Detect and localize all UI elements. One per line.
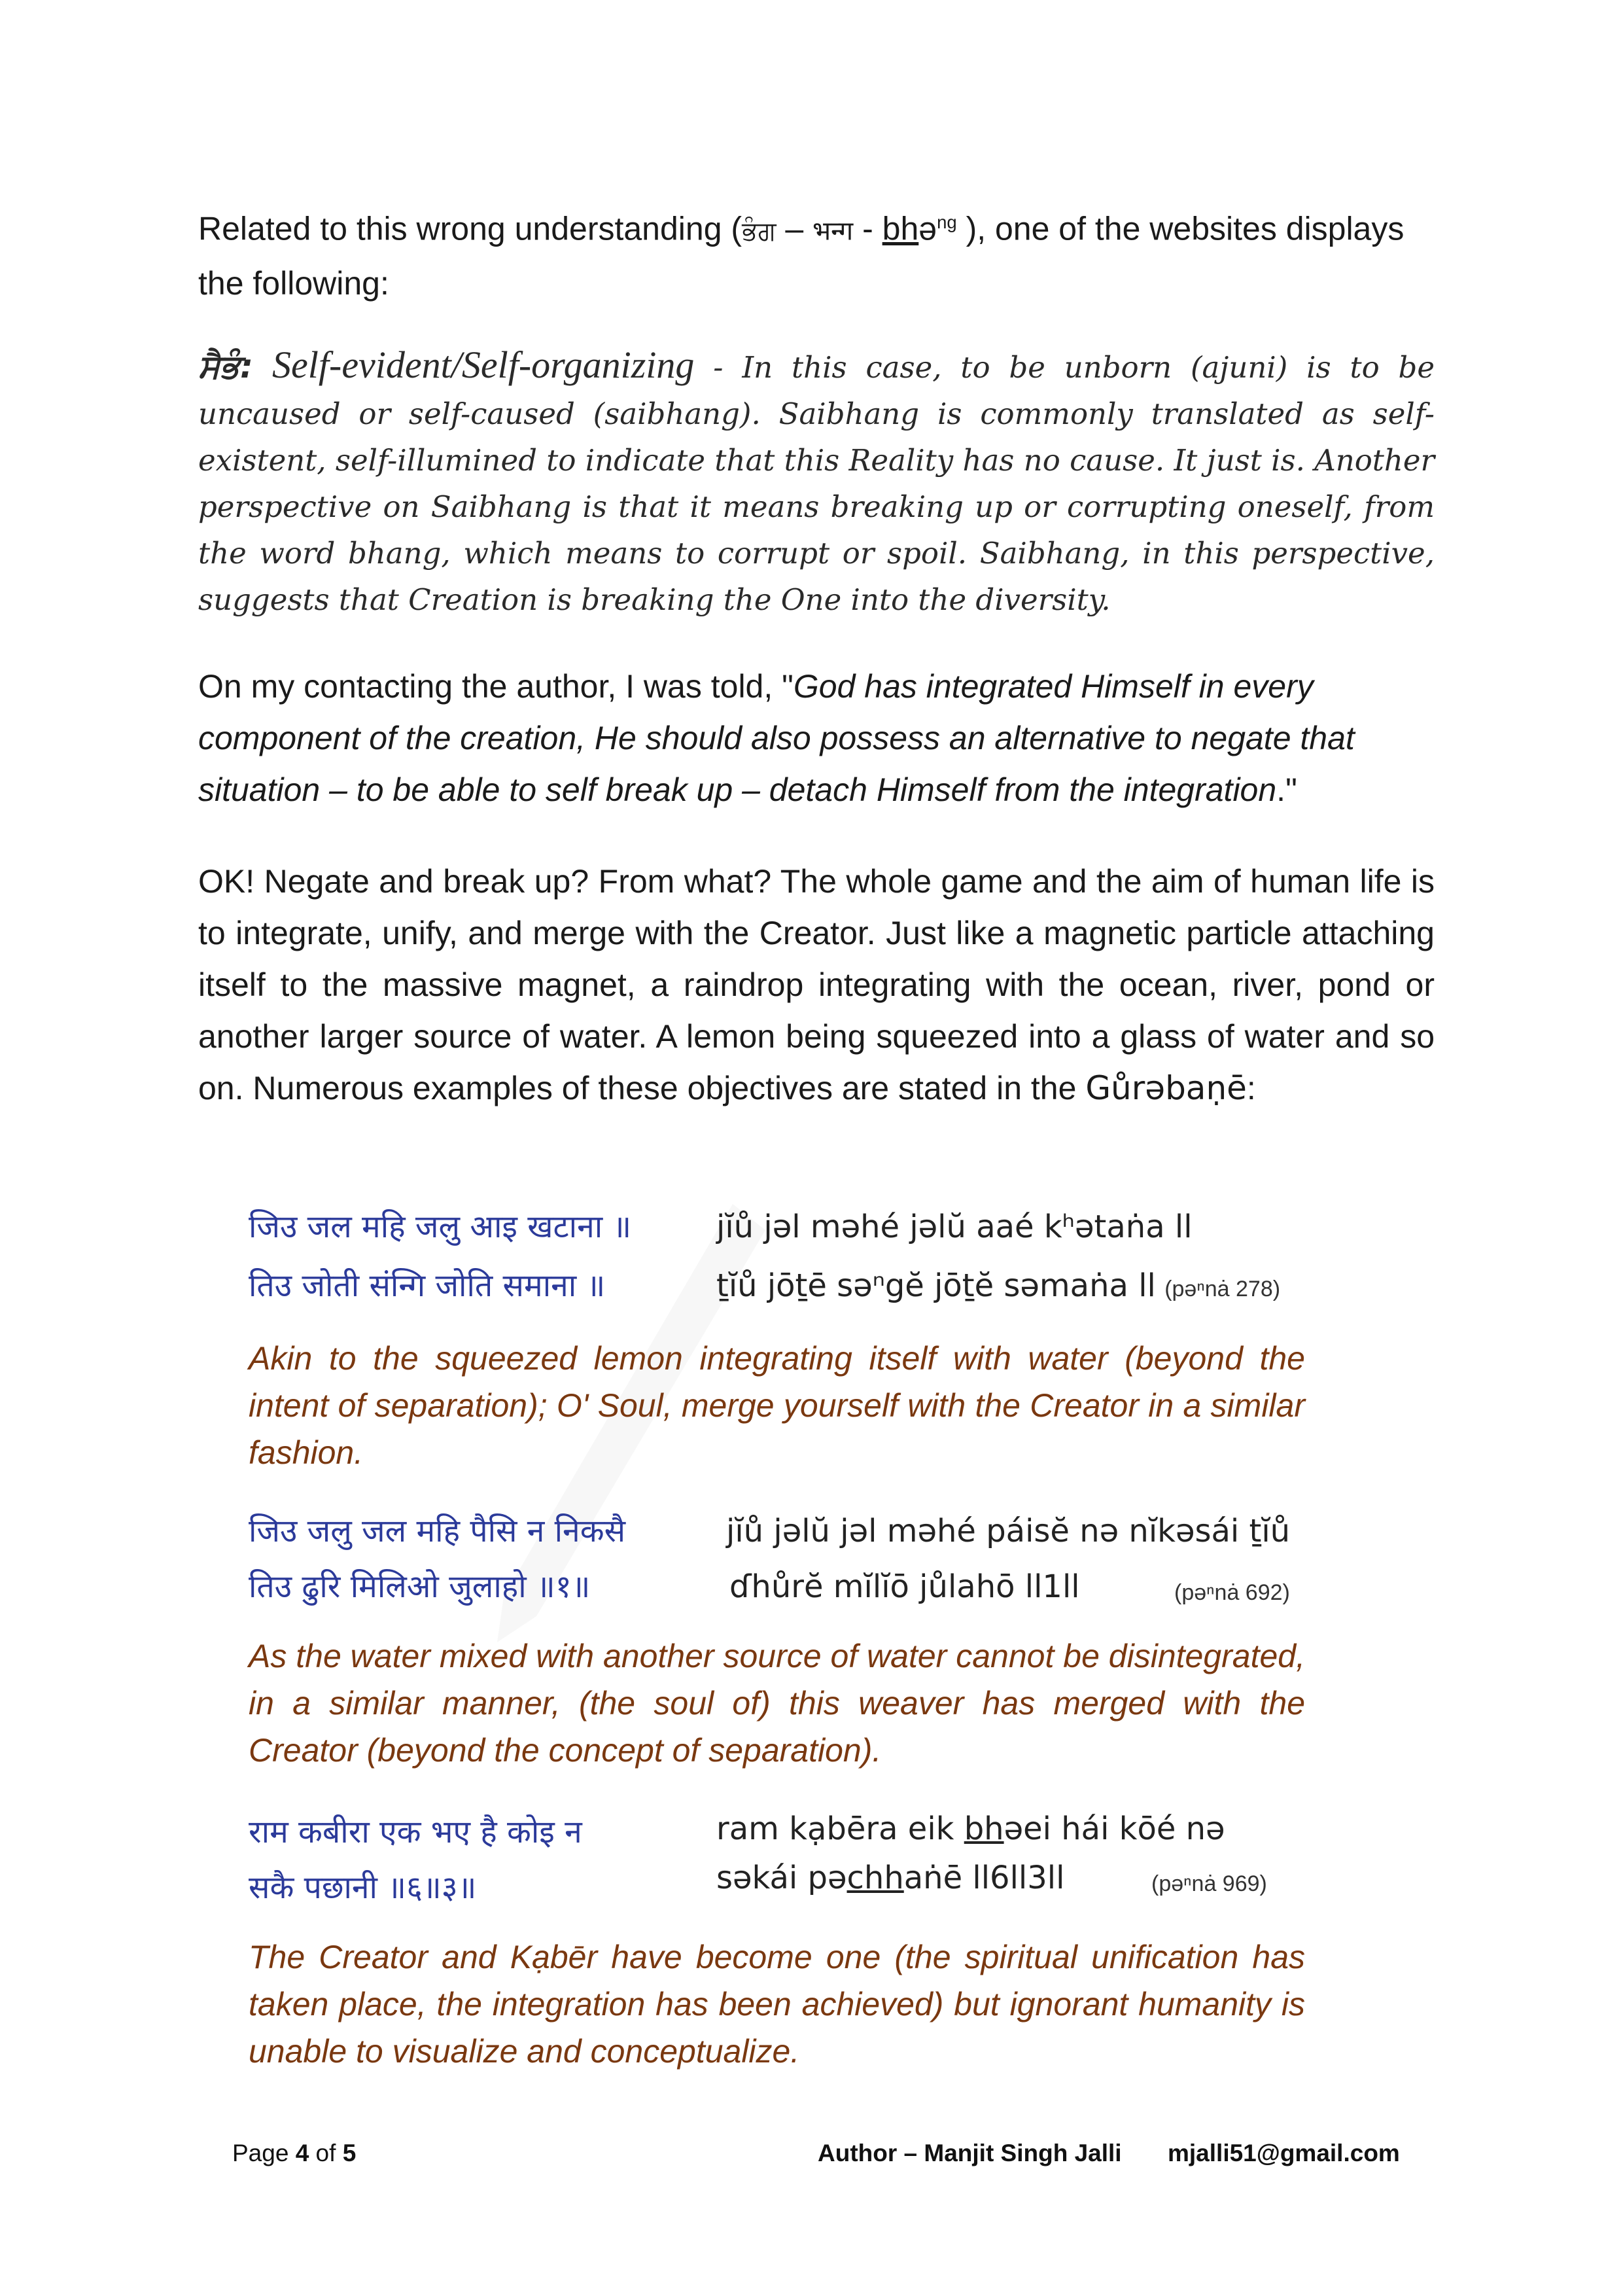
quote-title: Self-evident/Self-organizing [253, 344, 695, 386]
verse2-line1-transliteration: jĭů jəlŭ jəl məhé páisĕ nə nĭkəsái ṯĭů [726, 1513, 1291, 1549]
contact-quote-italic: God has integrated Himself in every component of the creation, He should also possess an alternative to negate that situation – to be able to self break up – detach Himself from the integration [198, 668, 1355, 808]
quote-lead [198, 344, 694, 386]
verse1-line2-transliteration: ṯĭů jōṯē səⁿgĕ jōṯĕ səmaṅa ll [716, 1267, 1156, 1304]
verse2-reference: (pəⁿnȧ 692) [1174, 1580, 1290, 1605]
intro-paragraph [198, 196, 1435, 309]
verse2-line1-devanagari: जिउ जलु जल महि पैसि न निकसै [249, 1513, 626, 1549]
roman-term-underlined: bh [882, 210, 919, 247]
verse2-line1 [249, 1511, 707, 1551]
page-current: 4 [295, 2140, 309, 2166]
verse3-line2-transliteration-underlined: chh [846, 1860, 904, 1896]
verse3-line1-devanagari: राम कबीरा एक भए है कोइ न [249, 1814, 582, 1850]
intro-text: Related to this wrong understanding ( [198, 210, 742, 247]
verse3-reference: (pəⁿnȧ 969) [1151, 1871, 1267, 1896]
verse1-line1 [249, 1207, 631, 1247]
footer-author: Author – Manjit Singh Jalli [818, 2140, 1122, 2166]
intro-separator: - [853, 210, 882, 247]
ok-text: OK! Negate and break up? From what? The whole game and the aim of human life is to integrate, unify, and merge with the Creator. Just like a magnetic particle attaching itself to the massive magnet, a raindrop integrating with the ocean, river, pond or another larger source of water. A lemon being squeezed into a glass of water and so on. Numerous examples of these objectives are stated in the [198, 863, 1435, 1106]
devanagari-term: भन्ग [812, 216, 854, 247]
quote-gurmukhi: ਸੈਭੰ: [198, 347, 253, 385]
verse3-line2-transliteration-end: aṅē ll6ll3ll [903, 1860, 1065, 1896]
gurmukhi-term: ਭੰਗ [742, 216, 777, 247]
page-of-label: of [309, 2140, 343, 2166]
roman-term-superscript: ng [937, 212, 957, 232]
website-quote [198, 342, 1435, 623]
verse2-line2-transliteration-row [729, 1567, 1080, 1607]
verse1-translation: Akin to the squeezed lemon integrating itself with water (beyond the intent of separation); O' Soul, merge yourself with the Creator in a similar fashion. [249, 1340, 1305, 1471]
quote-body: - In this case, to be unborn (ajuni) is to be uncaused or self-caused (saibhang). Saibhang is commonly translated as self-existent, self-illumined to indicate that this Reality has no cause. It just is. Another perspective on Saibhang is that it means breaking up or corrupting oneself, from the word bhang, which means to corrupt or spoil. Saibhang, in this perspective, suggests that Creation is breaking the One into the diversity. [198, 350, 1435, 617]
contact-text-end: ." [1276, 771, 1297, 808]
verse3-line1-transliteration-end: əei hái kōé nə [1003, 1810, 1225, 1847]
verse1-line2-devanagari: तिउ जोती संन्गि जोति समाना ॥ [249, 1267, 606, 1304]
verse1-line2-transliteration-row [716, 1266, 1280, 1309]
verse3-line2-devanagari: सकै पछानी ॥६॥३॥ [249, 1869, 477, 1906]
verse1-line1-devanagari: जिउ जल महि जलु आइ खटाना ॥ [249, 1209, 632, 1245]
verse3-reference-row [1151, 1862, 1267, 1903]
verse3-line1 [249, 1812, 582, 1852]
ok-paragraph [198, 856, 1435, 1114]
verse2-translation: As the water mixed with another source of water cannot be disintegrated, in a similar manner, (the soul of) this weaver has merged with the Creator (beyond the concept of separation). [249, 1638, 1305, 1769]
page-label: Page [232, 2140, 296, 2166]
verse2-line2-devanagari: तिउ ढुरि मिलिओ जुलाहो ॥१॥ [249, 1568, 591, 1605]
verse3-translation: The Creator and Kạbēr have become one (the spiritual unification has taken place, the integration has been achieved) but ignorant humanity is unable to visualize and conceptualize. [249, 1939, 1305, 2070]
gurbani-term: Gůrəbaṇē [1085, 1069, 1247, 1107]
intro-dash: – [776, 210, 813, 247]
verse1-line1-transliteration-row [716, 1207, 1193, 1247]
contact-text: On my contacting the author, I was told, " [198, 668, 794, 705]
verse3-line1-transliteration-underlined: bh [964, 1810, 1004, 1847]
verse1-line1-transliteration: jĭů jəl məhé jəlŭ aaé kʰətaṅa ll [716, 1209, 1193, 1245]
roman-term: ə [918, 210, 937, 247]
verse2-reference-row [1174, 1570, 1290, 1612]
verse3-line1-transliteration-row [716, 1809, 1225, 1849]
verse2-line2 [249, 1567, 590, 1607]
verse1-reference: (pəⁿnȧ 278) [1164, 1277, 1281, 1301]
page-total: 5 [342, 2140, 357, 2166]
verse2-line2-transliteration: ɗhůrĕ mĭlĭō jůlahō ll1ll [729, 1568, 1080, 1605]
verse3-line1-transliteration: ram kạbēra eik [716, 1810, 964, 1847]
verse3-line2 [249, 1868, 476, 1908]
footer-email: mjalli51@gmail.com [1168, 2140, 1400, 2166]
intro-text-end: ), one of the websites displays the following: [198, 210, 1405, 302]
verse3-line2-transliteration-row [716, 1858, 1064, 1898]
ok-colon: : [1246, 1070, 1256, 1106]
contact-paragraph [198, 661, 1435, 816]
verse2-line1-transliteration-row [726, 1511, 1290, 1551]
verse3-line2-transliteration: səkái pə [716, 1860, 847, 1896]
verse1-line2 [249, 1266, 605, 1306]
page-number [232, 2140, 356, 2167]
